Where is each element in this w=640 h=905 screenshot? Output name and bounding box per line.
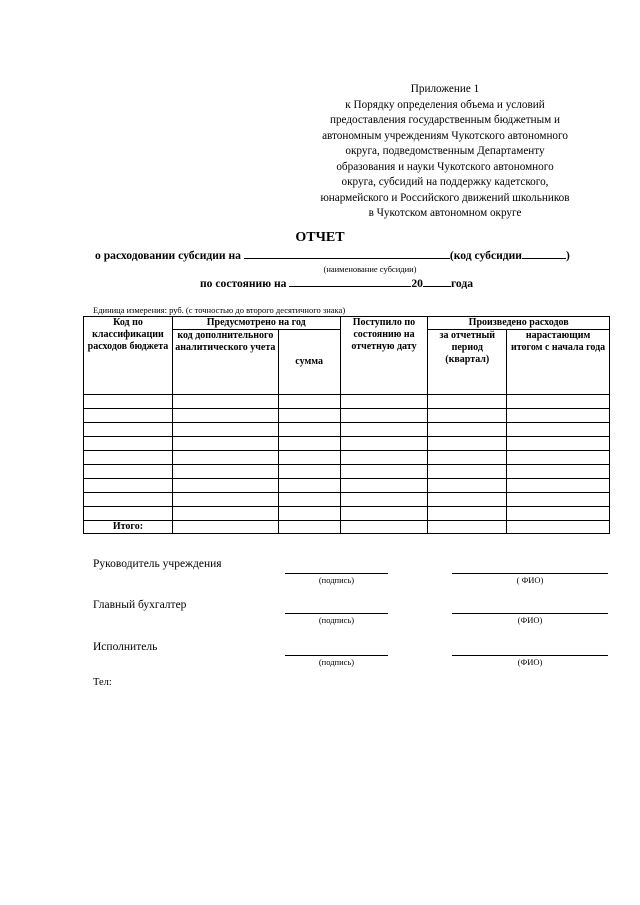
table-cell[interactable] (507, 521, 610, 534)
table-cell[interactable] (507, 493, 610, 507)
signature-caption: (подпись) (318, 657, 355, 667)
appendix-line: предоставления государственным бюджетным и (329, 114, 561, 126)
table-cell[interactable] (172, 409, 278, 423)
table-cell[interactable] (172, 451, 278, 465)
table-cell[interactable] (84, 437, 173, 451)
as-of-date-blank[interactable] (289, 275, 411, 287)
table-cell[interactable] (172, 395, 278, 409)
table-cell[interactable] (278, 479, 340, 493)
signature-line[interactable] (285, 573, 388, 574)
appendix-line: юнармейского и Российского движений школьников (320, 191, 570, 204)
table-cell[interactable] (172, 437, 278, 451)
table-cell[interactable] (84, 493, 173, 507)
table-cell[interactable] (507, 507, 610, 521)
signature-role: Главный бухгалтер (93, 599, 187, 611)
table-cell[interactable] (278, 423, 340, 437)
table-cell[interactable] (340, 451, 428, 465)
appendix-line: в Чукотском автономном округе (368, 207, 522, 219)
appendix-block (285, 82, 605, 222)
year-suffix: года (450, 277, 474, 290)
name-line[interactable] (452, 573, 608, 574)
table-row (84, 451, 610, 465)
table-cell[interactable] (84, 479, 173, 493)
subsidy-code-blank[interactable] (522, 247, 566, 259)
name-line[interactable] (452, 655, 608, 656)
appendix-line: образования и науки Чукотского автономного (336, 160, 554, 173)
table-cell[interactable] (278, 465, 340, 479)
header-code: Код по классификации расходов бюджета (84, 317, 173, 395)
table-cell[interactable] (172, 479, 278, 493)
tel-label: Тел: (93, 677, 112, 688)
header-planned: Предусмотрено на год (172, 317, 340, 330)
table-cell[interactable] (428, 409, 507, 423)
signature-caption: (подпись) (318, 575, 355, 585)
table-row (84, 493, 610, 507)
table-cell[interactable] (84, 409, 173, 423)
table-cell[interactable] (428, 465, 507, 479)
subsidy-name-caption: (наименование субсидии) (323, 264, 417, 274)
table-row (84, 437, 610, 451)
name-caption: (ФИО) (517, 657, 543, 667)
table-cell[interactable] (278, 395, 340, 409)
subsidy-code-prefix: (код субсидии (449, 249, 522, 262)
table-row (84, 507, 610, 521)
table-cell[interactable] (507, 465, 610, 479)
as-of-prefix: по состоянию на (200, 277, 287, 290)
signature-role: Руководитель учреждения (93, 558, 222, 570)
table-cell[interactable] (172, 493, 278, 507)
header-planned-code: код дополнительного аналитического учета (172, 330, 278, 395)
table-cell[interactable] (278, 437, 340, 451)
subsidy-code-suffix: ) (566, 249, 570, 262)
table-cell[interactable] (507, 437, 610, 451)
table-cell[interactable] (340, 479, 428, 493)
table-cell[interactable] (278, 493, 340, 507)
table-cell[interactable] (507, 409, 610, 423)
table-cell[interactable] (172, 507, 278, 521)
table-cell[interactable] (507, 395, 610, 409)
units-note: Единица измерения: руб. (с точностью до второго десятичного знака) (93, 305, 346, 315)
table-cell[interactable] (278, 507, 340, 521)
year-prefix: 20 (411, 277, 423, 290)
name-line[interactable] (452, 613, 608, 614)
report-title: ОТЧЕТ (295, 230, 345, 245)
table-cell[interactable] (340, 521, 428, 534)
header-spent-total: нарастающим итогом с начала года (507, 330, 610, 395)
subsidy-line (95, 247, 570, 262)
table-cell[interactable] (278, 409, 340, 423)
table-cell[interactable] (340, 409, 428, 423)
table-cell[interactable] (428, 479, 507, 493)
table-header-row (84, 317, 610, 330)
appendix-line: Приложение 1 (410, 83, 480, 95)
table-row (84, 479, 610, 493)
total-label: Итого: (84, 521, 173, 534)
table-cell[interactable] (507, 423, 610, 437)
year-blank[interactable] (423, 275, 451, 287)
table-cell[interactable] (428, 493, 507, 507)
table-cell[interactable] (172, 423, 278, 437)
subsidy-prefix: о расходовании субсидии на (95, 249, 241, 262)
table-row (84, 423, 610, 437)
table-cell[interactable] (84, 423, 173, 437)
report-table (83, 316, 610, 534)
signature-role: Исполнитель (93, 641, 158, 653)
signature-caption: (подпись) (318, 615, 355, 625)
table-cell[interactable] (428, 507, 507, 521)
signature-line[interactable] (285, 655, 388, 656)
table-row (84, 465, 610, 479)
table-cell[interactable] (340, 437, 428, 451)
appendix-line: округа, подведомственным Департаменту (345, 145, 545, 157)
table-row (84, 395, 610, 409)
table-cell[interactable] (172, 465, 278, 479)
signature-line[interactable] (285, 613, 388, 614)
name-caption: (ФИО) (517, 615, 543, 625)
table-cell[interactable] (428, 521, 507, 534)
table-cell[interactable] (428, 395, 507, 409)
appendix-line: автономным учреждениям Чукотского автономного (322, 129, 568, 142)
table-cell[interactable] (84, 507, 173, 521)
table-row (84, 409, 610, 423)
header-received: Поступило по состоянию на отчетную дату (340, 317, 428, 395)
table-cell[interactable] (278, 521, 340, 534)
table-cell[interactable] (340, 465, 428, 479)
header-spent-period: за отчетный период (квартал) (428, 330, 507, 395)
table-cell[interactable] (84, 465, 173, 479)
name-caption: ( ФИО) (516, 575, 544, 585)
table-cell[interactable] (428, 451, 507, 465)
subsidy-name-blank[interactable] (244, 247, 450, 259)
table-cell[interactable] (428, 437, 507, 451)
header-spent: Произведено расходов (428, 317, 610, 330)
table-cell[interactable] (84, 395, 173, 409)
appendix-line: округа, субсидий на поддержку кадетского, (341, 176, 549, 188)
table-cell[interactable] (278, 451, 340, 465)
table-cell[interactable] (340, 423, 428, 437)
table-cell[interactable] (340, 493, 428, 507)
table-cell[interactable] (84, 451, 173, 465)
header-planned-sum: сумма (278, 330, 340, 395)
table-cell[interactable] (507, 451, 610, 465)
total-row (84, 521, 610, 534)
table-cell[interactable] (428, 423, 507, 437)
appendix-line: к Порядку определения объема и условий (345, 98, 545, 111)
table-cell[interactable] (340, 395, 428, 409)
table-cell[interactable] (172, 521, 278, 534)
as-of-line (200, 275, 473, 290)
table-cell[interactable] (340, 507, 428, 521)
table-cell[interactable] (507, 479, 610, 493)
